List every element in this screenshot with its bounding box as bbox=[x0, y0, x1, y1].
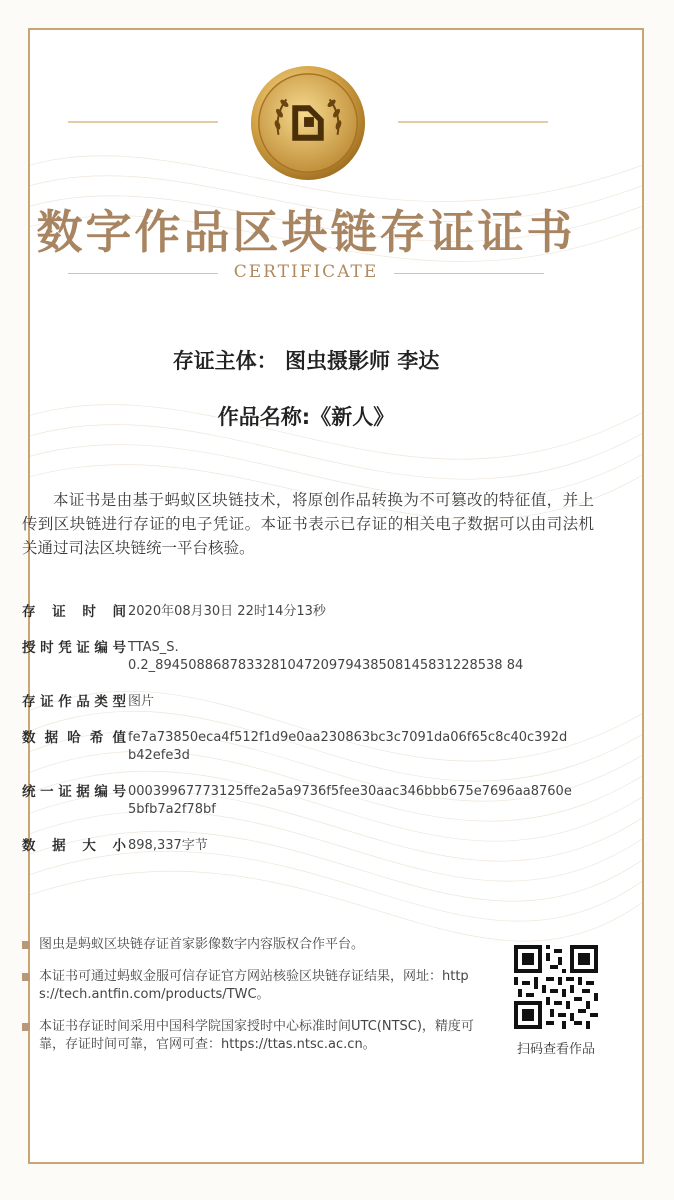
certificate-subtitle: CERTIFICATE bbox=[233, 262, 379, 282]
detail-value: 00039967773125ffe2a5a9736f5fee30aac346bbb675e7696aa8760e5bfb7a2f78bf bbox=[128, 784, 572, 817]
gold-medal-icon bbox=[249, 64, 367, 182]
detail-value: 898,337字节 bbox=[128, 838, 208, 853]
detail-row-size bbox=[22, 837, 594, 855]
detail-label: 统一证据编号 bbox=[22, 784, 126, 800]
note-item bbox=[22, 968, 482, 1005]
top-rule-right bbox=[398, 121, 548, 123]
detail-value: 图片 bbox=[128, 694, 155, 709]
detail-label: 数据哈希值 bbox=[22, 730, 126, 746]
subject-line: 存证主体： 图虫摄影师 李达 bbox=[172, 349, 440, 373]
detail-label: 数据大小 bbox=[22, 838, 126, 854]
bullet-square-icon bbox=[22, 941, 30, 949]
qr-code-icon[interactable] bbox=[514, 945, 598, 1029]
qr-caption: 扫码查看作品 bbox=[516, 1042, 595, 1057]
notes-list bbox=[22, 936, 482, 1068]
note-item bbox=[22, 1018, 482, 1055]
details-list bbox=[22, 603, 594, 873]
subtitle-rule-right bbox=[394, 273, 544, 274]
detail-label: 授时凭证编号 bbox=[22, 640, 126, 656]
bullet-square-icon bbox=[22, 1023, 30, 1031]
note-text: 本证书存证时间采用中国科学院国家授时中心标准时间UTC(NTSC)，精度可靠，存证时间可靠，官网可查：https://ttas.ntsc.ac.cn。 bbox=[39, 1018, 474, 1052]
detail-row-evidence-id bbox=[22, 783, 594, 819]
detail-label: 存证时间 bbox=[22, 604, 126, 620]
detail-row-hash bbox=[22, 729, 594, 765]
detail-value: TTAS_S. 0.2_894508868783328104720979438508145831228538 84 bbox=[128, 640, 524, 673]
note-text: 图虫是蚂蚁区块链存证首家影像数字内容版权合作平台。 bbox=[39, 937, 365, 952]
note-item bbox=[22, 936, 482, 955]
detail-value: 2020年08月30日 22时14分13秒 bbox=[128, 604, 326, 619]
work-name-line: 作品名称:《新人》 bbox=[217, 405, 395, 429]
statement-paragraph: 本证书是由基于蚂蚁区块链技术，将原创作品转换为不可篡改的特征值，并上传到区块链进行存证的电子凭证。本证书表示已存证的相关电子数据可以由司法机关通过司法区块链统一平台核验。 bbox=[22, 491, 594, 557]
bullet-square-icon bbox=[22, 973, 30, 981]
detail-row-timestamp-id bbox=[22, 639, 594, 675]
certificate-title: 数字作品区块链存证证书 bbox=[36, 205, 576, 259]
detail-value: fe7a73850eca4f512f1d9e0aa230863bc3c7091da06f65c8c40c392db42efe3d bbox=[128, 730, 568, 763]
top-rule-left bbox=[68, 121, 218, 123]
note-text: 本证书可通过蚂蚁金服可信存证官方网站核验区块链存证结果，网址：https://tech.antfin.com/products/TWC。 bbox=[39, 968, 469, 1002]
detail-row-time bbox=[22, 603, 594, 621]
detail-label: 存证作品类型 bbox=[22, 694, 126, 710]
detail-row-type bbox=[22, 693, 594, 711]
